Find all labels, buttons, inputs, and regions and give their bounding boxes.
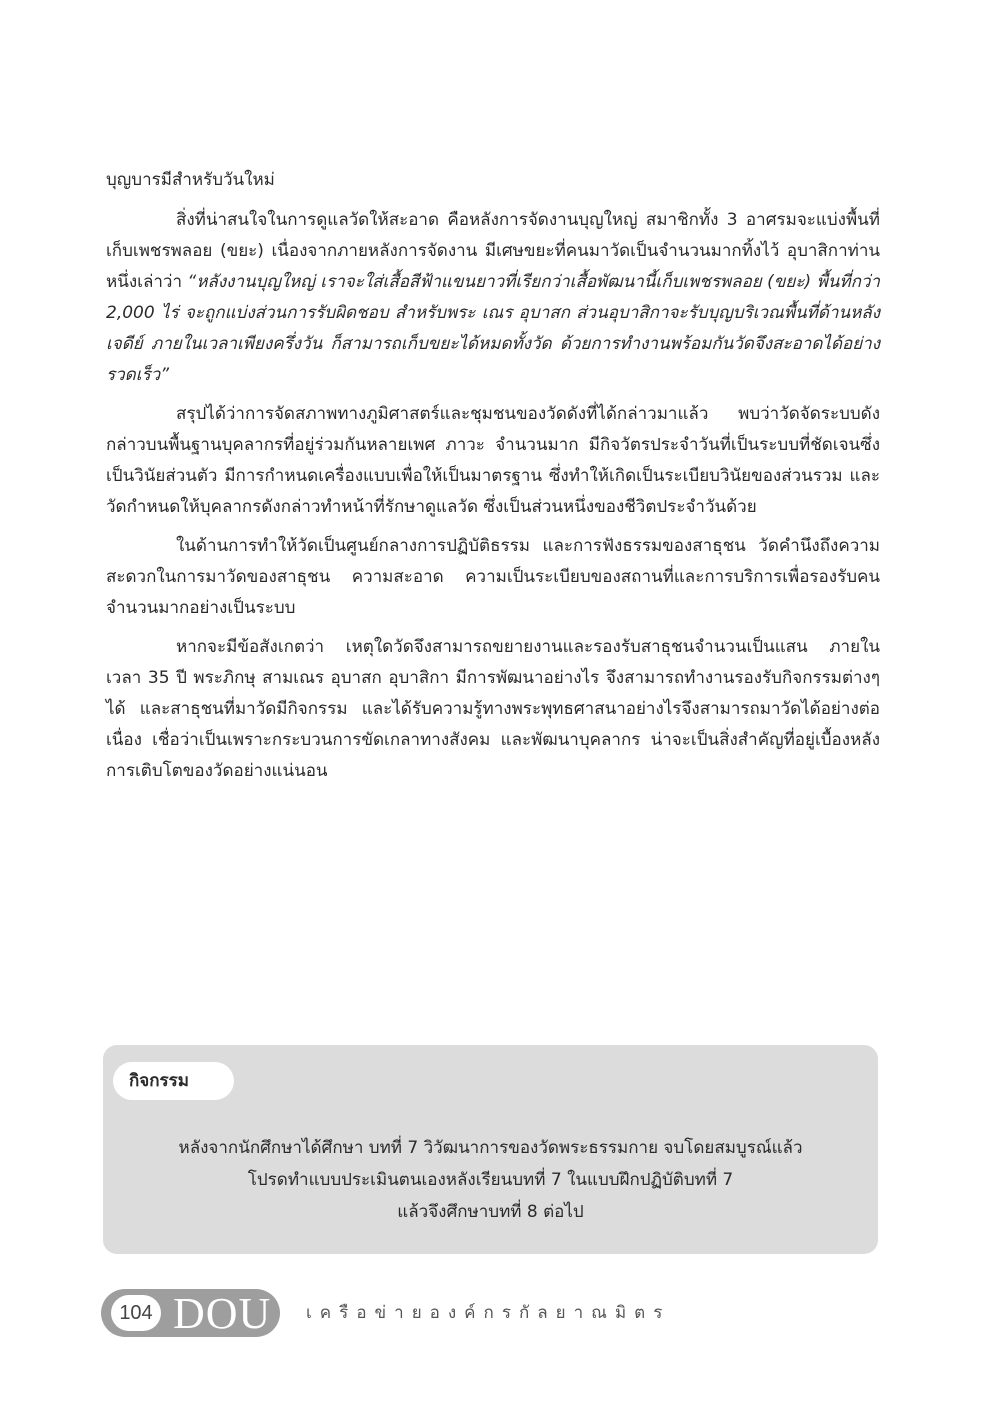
activity-instructions bbox=[103, 1132, 878, 1228]
activity-line: โปรดทำแบบประเมินตนเองหลังเรียนบทที่ 7 ในแบบฝึกปฏิบัติบทที่ 7 bbox=[247, 1170, 734, 1190]
paragraph-observation: หากจะมีข้อสังเกตว่า เหตุใดวัดจึงสามารถขยายงานและรองรับสาธุชนจำนวนเป็นแสน ภายในเวลา 35 ปี พระภิกษุ สามเณร อุบาสก อุบาสิกา มีการพัฒนาอย่างไร จึงสามารถทำงานรองรับกิจกรรมต่างๆ ได้ และสาธุชนที่มาวัดมีกิจกรรม และได้รับความรู้ทางพระพุทธศาสนาอย่างไรจึงสามารถมาวัดได้อย่างต่อเนื่อง เชื่อว่าเป็นเพราะกระบวนการขัดเกลาทางสังคม และพัฒนาบุคลากร น่าจะเป็นสิ่งสำคัญที่อยู่เบื้องหลังการเติบโตของวัดอย่างแน่นอน bbox=[106, 637, 880, 781]
footer-badge bbox=[101, 1289, 280, 1337]
activity-label: กิจกรรม bbox=[113, 1062, 234, 1100]
network-name: เครือข่ายองค์กรกัลยาณมิตร bbox=[306, 1303, 671, 1323]
paragraph-summary: สรุปได้ว่าการจัดสภาพทางภูมิศาสตร์และชุมชนของวัดดังที่ได้กล่าวมาแล้ว พบว่าวัดจัดระบบดังกล่าวบนพื้นฐานบุคลากรที่อยู่ร่วมกันหลายเพศ ภาวะ จำนวนมาก มีกิจวัตรประจำวันที่เป็นระบบที่ชัดเจนซึ่งเป็นวินัยส่วนตัว มีการกำหนดเครื่องแบบเพื่อให้เป็นมาตรฐาน ซึ่งทำให้เกิดเป็นระเบียบวินัยของส่วนรวม และวัดกำหนดให้บุคลากรดังกล่าวทำหน้าที่รักษาดูแลวัด ซึ่งเป็นส่วนหนึ่งของชีวิตประจำวันด้วย bbox=[106, 404, 880, 517]
activity-box bbox=[103, 1045, 878, 1254]
paragraph-practice-center: ในด้านการทำให้วัดเป็นศูนย์กลางการปฏิบัติธรรม และการฟังธรรมของสาธุชน วัดคำนึงถึงความสะดวกในการมาวัดของสาธุชน ความสะอาด ความเป็นระเบียบของสถานที่และการบริการเพื่อรองรับคนจำนวนมากอย่างเป็นระบบ bbox=[106, 536, 880, 618]
brand-logo: DOU bbox=[173, 1289, 272, 1338]
activity-line: แล้วจึงศึกษาบทที่ 8 ต่อไป bbox=[397, 1202, 584, 1222]
continued-line: บุญบารมีสำหรับวันใหม่ bbox=[106, 170, 275, 190]
paragraph-cleaning bbox=[106, 205, 880, 391]
body-content bbox=[106, 163, 880, 787]
page-number: 104 bbox=[111, 1295, 161, 1331]
paragraph-cleaning-quote: “หลังงานบุญใหญ่ เราจะใส่เสื้อสีฟ้าแขนยาวที่เรียกว่าเสื้อพัฒนานี้เก็บเพชรพลอย (ขยะ) พื้นที่กว่า 2,000 ไร่ จะถูกแบ่งส่วนการรับผิดชอบ สำหรับพระ เณร อุบาสก ส่วนอุบาสิกาจะรับบุญบริเวณพื้นที่ด้านหลังเจดีย์ ภายในเวลาเพียงครึ่งวัน ก็สามารถเก็บขยะได้หมดทั้งวัด ด้วยการทำงานพร้อมกันวัดจึงสะอาดได้อย่างรวดเร็ว” bbox=[106, 272, 880, 385]
paragraph-cleaning-text: สิ่งที่น่าสนใจในการดูแลวัดให้สะอาด คือหลังการจัดงานบุญใหญ่ สมาชิกทั้ง 3 อาศรมจะแบ่งพื้นที่เก็บเพชรพลอย (ขยะ) เนื่องจากภายหลังการจัดงาน มีเศษขยะที่คนมาวัดเป็นจำนวนมากทิ้งไว้ อุบาสิกาท่านหนึ่งเล่าว่า bbox=[106, 210, 880, 292]
activity-line: หลังจากนักศึกษาได้ศึกษา บทที่ 7 วิวัฒนาการของวัดพระธรรมกาย จบโดยสมบูรณ์แล้ว bbox=[178, 1138, 803, 1158]
